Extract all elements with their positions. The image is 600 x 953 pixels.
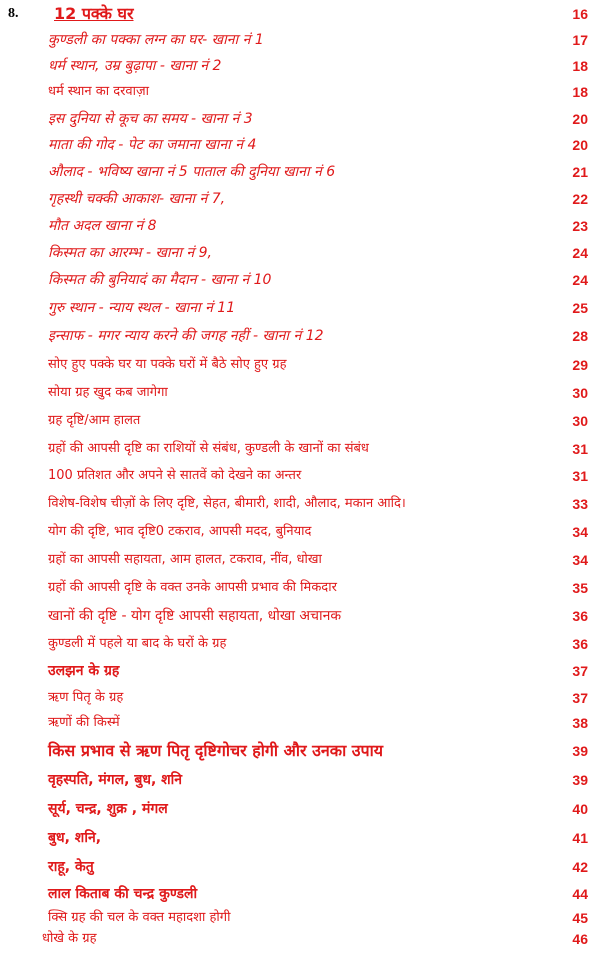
toc-entry: माता की गोद - पेट का जमाना खाना नं 4 <box>48 137 257 153</box>
toc-heading: 12 पक्के घर <box>54 4 134 23</box>
toc-row <box>0 2 600 28</box>
page-number: 31 <box>572 441 588 457</box>
toc-entry: खानों की दृष्टि - योग दृष्टि आपसी सहायता, धोखा अचानक <box>48 608 342 624</box>
toc-row <box>0 797 600 823</box>
toc-entry: राहू, केतु <box>48 859 94 875</box>
toc-row <box>0 855 600 881</box>
toc-row <box>0 882 600 908</box>
toc-entry: लाल किताब की चन्द्र कुण्डली <box>48 886 198 902</box>
page-number: 37 <box>572 690 588 706</box>
page-number: 46 <box>572 931 588 947</box>
toc-entry: किस प्रभाव से ऋण पितृ दृष्टिगोचर होगी और उनका उपाय <box>48 741 384 760</box>
page-number: 35 <box>572 580 588 596</box>
page-number: 23 <box>572 218 588 234</box>
toc-entry: धोखे के ग्रह <box>42 931 97 946</box>
toc-entry: विशेष-विशेष चीज़ों के लिए दृष्टि, सेहत, बीमारी, शादी, औलाद, मकान आदि। <box>48 496 406 511</box>
toc-entry: उलझन के ग्रह <box>48 663 120 679</box>
toc-row <box>0 739 600 765</box>
page-number: 38 <box>572 715 588 731</box>
toc-entry: गृहस्थी चक्की आकाश- खाना नं 7, <box>48 191 226 207</box>
toc-row <box>0 711 600 737</box>
toc-row <box>0 54 600 80</box>
page-number: 30 <box>572 385 588 401</box>
page-number: 21 <box>572 164 588 180</box>
toc-row <box>0 409 600 435</box>
toc-row <box>0 324 600 350</box>
page-number: 29 <box>572 357 588 373</box>
page-number: 20 <box>572 111 588 127</box>
toc-row <box>0 28 600 54</box>
page-number: 34 <box>572 524 588 540</box>
page-number: 39 <box>572 743 588 759</box>
page-number: 25 <box>572 300 588 316</box>
page-number: 17 <box>572 32 588 48</box>
section-number: 8. <box>8 6 19 21</box>
toc-entry: कुण्डली में पहले या बाद के घरों के ग्रह <box>48 636 227 651</box>
page-number: 20 <box>572 137 588 153</box>
page-number: 36 <box>572 636 588 652</box>
toc-row <box>0 659 600 685</box>
toc-entry: सूर्य, चन्द्र, शुक्र , मंगल <box>48 801 168 817</box>
toc-row <box>0 826 600 852</box>
page-number: 41 <box>572 830 588 846</box>
page-number: 44 <box>572 886 588 902</box>
toc-entry: ग्रहों का आपसी सहायता, आम हालत, टकराव, नींव, धोखा <box>48 552 322 567</box>
toc-row <box>0 492 600 518</box>
toc-row <box>0 548 600 574</box>
toc-entry: गुरु स्थान - न्याय स्थल - खाना नं 11 <box>48 300 236 316</box>
page-number: 16 <box>572 6 588 22</box>
toc-entry: इन्साफ - मगर न्याय करने की जगह नहीं - खाना नं 12 <box>48 328 324 344</box>
toc-row <box>0 107 600 133</box>
toc-row <box>0 768 600 794</box>
toc-row <box>0 133 600 159</box>
toc-row <box>0 296 600 322</box>
page-number: 36 <box>572 608 588 624</box>
page-number: 22 <box>572 191 588 207</box>
page-number: 28 <box>572 328 588 344</box>
toc-row <box>0 927 600 953</box>
toc-row <box>0 241 600 267</box>
page-number: 45 <box>572 910 588 926</box>
toc-row <box>0 437 600 463</box>
toc-row <box>0 268 600 294</box>
toc-row <box>0 520 600 546</box>
page-number: 33 <box>572 496 588 512</box>
toc-entry: सोया ग्रह खुद कब जागेगा <box>48 385 168 400</box>
toc-entry: ऋण पितृ के ग्रह <box>48 690 124 705</box>
toc-entry: बुध, शनि, <box>48 830 102 846</box>
toc-row <box>0 353 600 379</box>
page-number: 40 <box>572 801 588 817</box>
toc-row <box>0 604 600 630</box>
toc-row <box>0 464 600 490</box>
page-number: 24 <box>572 272 588 288</box>
toc-row <box>0 632 600 658</box>
toc-row <box>0 576 600 602</box>
page-number: 18 <box>572 84 588 100</box>
page-number: 18 <box>572 58 588 74</box>
toc-entry: क्सि ग्रह की चल के वक्त महादशा होगी <box>48 910 231 925</box>
toc-row <box>0 160 600 186</box>
page-number: 39 <box>572 772 588 788</box>
toc-entry: वृहस्पति, मंगल, बुध, शनि <box>48 772 183 788</box>
page-number: 42 <box>572 859 588 875</box>
toc-entry: ऋणों की किस्में <box>48 715 120 730</box>
toc-row <box>0 187 600 213</box>
page-number: 37 <box>572 663 588 679</box>
toc-entry: मौत अदल खाना नं 8 <box>48 218 157 234</box>
page-number: 34 <box>572 552 588 568</box>
toc-row <box>0 381 600 407</box>
toc-row <box>0 686 600 712</box>
toc-row <box>0 214 600 240</box>
toc-entry: ग्रहों की आपसी दृष्टि के वक्त उनके आपसी प्रभाव की मिकदार <box>48 580 337 595</box>
toc-entry: किस्मत की बुनियादं का मैदान - खाना नं 10 <box>48 272 272 288</box>
toc-entry: किस्मत का आरम्भ - खाना नं 9, <box>48 245 212 261</box>
toc-entry: ग्रह दृष्टि/आम हालत <box>48 413 141 428</box>
page-number: 31 <box>572 468 588 484</box>
toc-entry: योग की दृष्टि, भाव दृष्टि0 टकराव, आपसी मदद, बुनियाद <box>48 524 312 539</box>
toc-entry: इस दुनिया से कूच का समय - खाना नं 3 <box>48 111 253 127</box>
toc-entry: ग्रहों की आपसी दृष्टि का राशियों से संबंध, कुण्डली के खानों का संबंध <box>48 441 369 456</box>
page-number: 30 <box>572 413 588 429</box>
toc-entry: धर्म स्थान, उम्र बुढ़ापा - खाना नं 2 <box>48 58 222 74</box>
toc-entry: औलाद - भविष्य खाना नं 5 पाताल की दुनिया खाना नं 6 <box>48 164 336 180</box>
toc-row <box>0 80 600 106</box>
toc-entry: कुण्डली का पक्का लग्न का घर- खाना नं 1 <box>48 32 264 48</box>
toc-entry: धर्म स्थान का दरवाज़ा <box>48 84 150 99</box>
toc-entry: 100 प्रतिशत और अपने से सातवें को देखने का अन्तर <box>48 468 302 483</box>
toc-entry: सोए हुए पक्के घर या पक्के घरों में बैठे सोए हुए ग्रह <box>48 357 287 372</box>
page-number: 24 <box>572 245 588 261</box>
